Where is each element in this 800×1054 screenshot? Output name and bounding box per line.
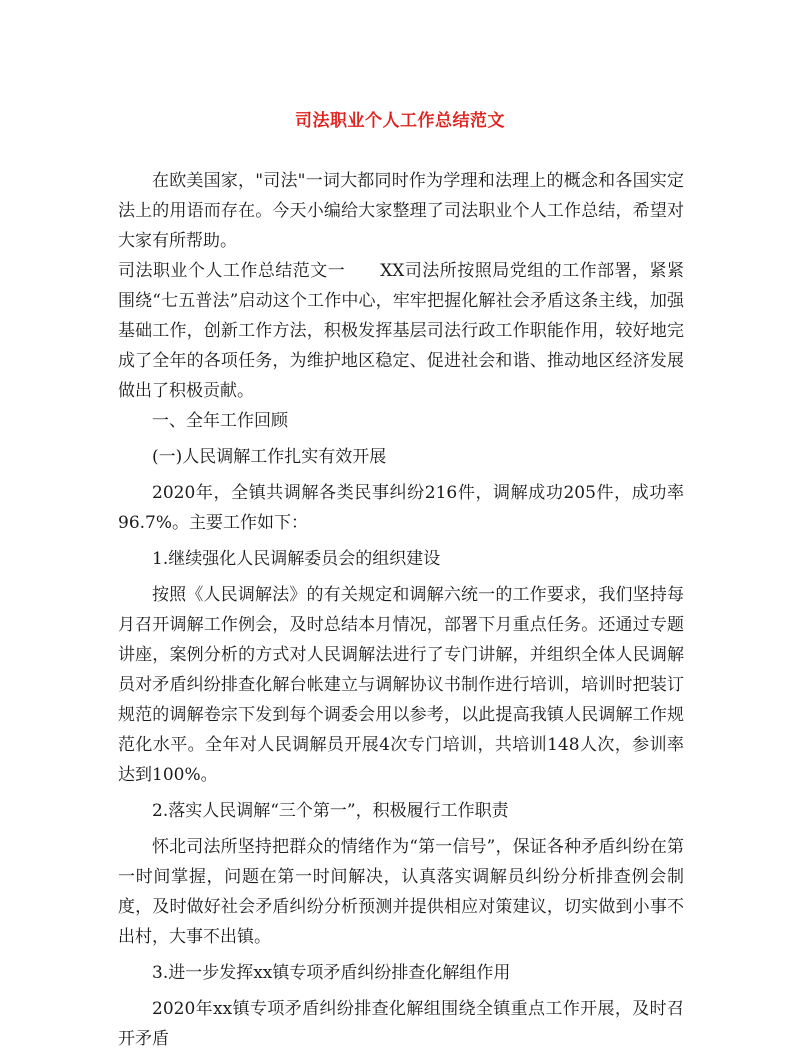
item-heading-2: 2.落实人民调解“三个第一”，积极履行工作职责 — [152, 801, 509, 821]
summary-one-paragraph: 司法职业个人工作总结范文一 XX司法所按照局党组的工作部署，紧紧围绕“七五普法”启动这个工作中心，牢牢把握化解社会矛盾这条主线，加强基础工作，创新工作方法，积极发挥基层司法行政工作职能作用，较好地完成了全年的各项任务，为维护地区稳定、促进社会和谐、推动地区经济发展做出了积极贡献。 — [118, 261, 684, 401]
subsection-heading: (一)人民调解工作扎实有效开展 — [152, 447, 387, 467]
statistics-paragraph: 2020年，全镇共调解各类民事纠纷216件，调解成功205件，成功率96.7%。主要工作如下： — [118, 483, 684, 533]
document-title: 司法职业个人工作总结范文 — [295, 111, 505, 131]
document-body — [118, 166, 684, 1054]
item-paragraph-3: 2020年xx镇专项矛盾纠纷排查化解组围绕全镇重点工作开展，及时召开矛盾 — [118, 999, 684, 1049]
item-heading-1: 1.继续强化人民调解委员会的组织建设 — [152, 549, 441, 569]
intro-paragraph: 在欧美国家，"司法"一词大都同时作为学理和法理上的概念和各国实定法上的用语而存在。今天小编给大家整理了司法职业个人工作总结，希望对大家有所帮助。 — [118, 171, 684, 251]
item-paragraph-2: 怀北司法所坚持把群众的情绪作为“第一信号”，保证各种矛盾纠纷在第一时间掌握，问题在第一时间解决，认真落实调解员纠纷分析排查例会制度，及时做好社会矛盾纠纷分析预测并提供相应对策建议，切实做到小事不出村，大事不出镇。 — [118, 837, 684, 947]
section-heading: 一、全年工作回顾 — [152, 411, 288, 431]
item-heading-3: 3.进一步发挥xx镇专项矛盾纠纷排查化解组作用 — [152, 963, 511, 983]
item-paragraph-1: 按照《人民调解法》的有关规定和调解六统一的工作要求，我们坚持每月召开调解工作例会，及时总结本月情况，部署下月重点任务。还通过专题讲座，案例分析的方式对人民调解法进行了专门讲解，并组织全体人民调解员对矛盾纠纷排查化解台帐建立与调解协议书制作进行培训，培训时把装订规范的调解卷宗下发到每个调委会用以参考，以此提高我镇人民调解工作规范化水平。全年对人民调解员开展4次专门培训，共培训148人次，参训率达到100%。 — [118, 585, 684, 785]
